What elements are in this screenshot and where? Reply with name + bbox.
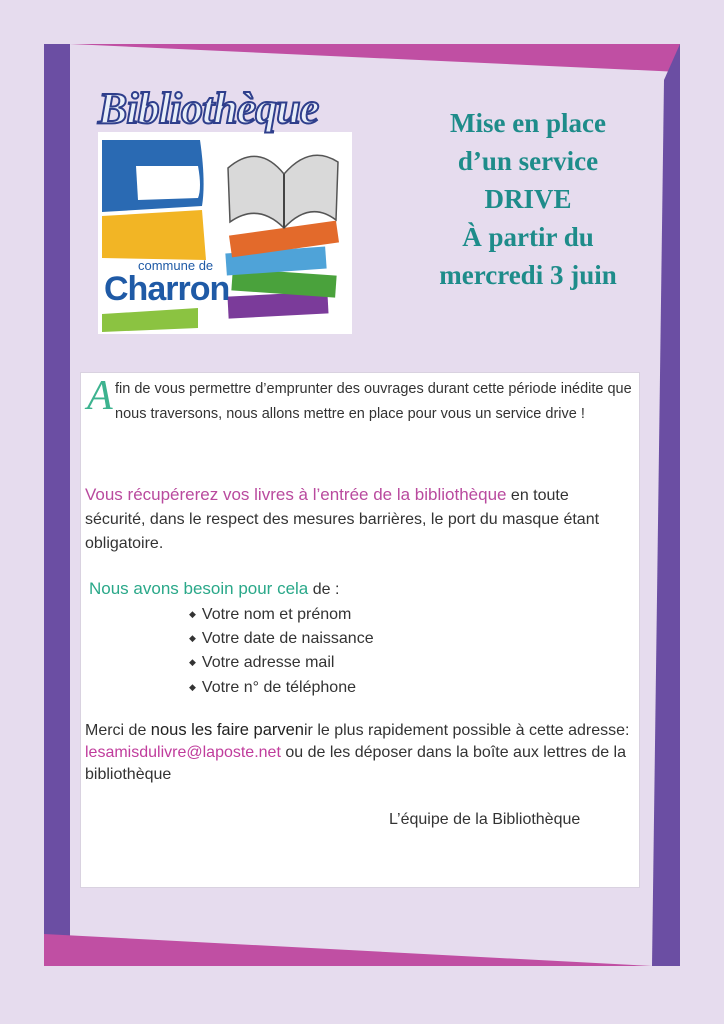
contact-mid: ir le plus rapidement possible à cette adresse:: [303, 722, 630, 739]
left-purple-band: [44, 44, 70, 940]
required-info-list: [189, 603, 374, 700]
logo-title: Bibliothèque: [98, 84, 319, 133]
needs-paragraph: [89, 579, 339, 599]
signature: [389, 811, 580, 829]
list-item: ◆ Votre n° de téléphone: [189, 676, 374, 700]
intro-paragraph: fin de vous permettre d’emprunter des ouvrages durant cette période inédite que nous traversons, nous allons mettre en place pour vous un service drive !: [115, 381, 632, 422]
logo-commune-name: Charron: [104, 270, 230, 308]
list-item: ◆ Votre date de naissance: [189, 627, 374, 651]
pickup-text: en toute sécurité, dans le respect des mesures barrières, le port du masque étant obligatoire.: [85, 487, 600, 552]
contact-bold: nous les faire parven: [150, 721, 304, 739]
heading-line: Mise en place: [450, 108, 606, 138]
announcement-heading: [410, 104, 646, 294]
logo-commune-label: commune de: [138, 258, 214, 273]
library-logo: [98, 82, 352, 334]
right-purple-band: [652, 44, 680, 966]
heading-line: À partir du: [462, 222, 594, 252]
heading-line: d’un service: [457, 146, 599, 176]
contact-paragraph: [85, 719, 637, 786]
contact-post: ou de les déposer dans la boîte aux lettres de la bibliothèque: [85, 744, 627, 783]
list-item: ◆ Votre adresse mail: [189, 651, 374, 675]
bottom-magenta-band: [44, 934, 652, 966]
top-magenta-band: [70, 44, 680, 72]
contact-email-link[interactable]: lesamisdulivre@laposte.net: [85, 744, 281, 761]
information-card: [80, 372, 640, 888]
books-stack-icon: [225, 155, 339, 318]
drop-cap: A: [87, 373, 113, 419]
pickup-paragraph: [85, 483, 633, 556]
signature-part2: de: [453, 811, 471, 828]
list-item: ◆ Votre nom et prénom: [189, 603, 374, 627]
heading-line: DRIVE: [484, 184, 572, 214]
heading-line: mercredi 3 juin: [439, 260, 617, 290]
contact-pre: Merci de: [85, 722, 151, 739]
needs-highlight: Nous avons besoin pour cela: [89, 579, 309, 598]
signature-part1: L’équipe: [389, 811, 454, 828]
pickup-highlight: Vous récupérerez vos livres à l’entrée de la bibliothèque: [85, 485, 507, 504]
signature-part3: la Bibliothèque: [470, 811, 581, 828]
needs-text: de :: [308, 581, 340, 598]
